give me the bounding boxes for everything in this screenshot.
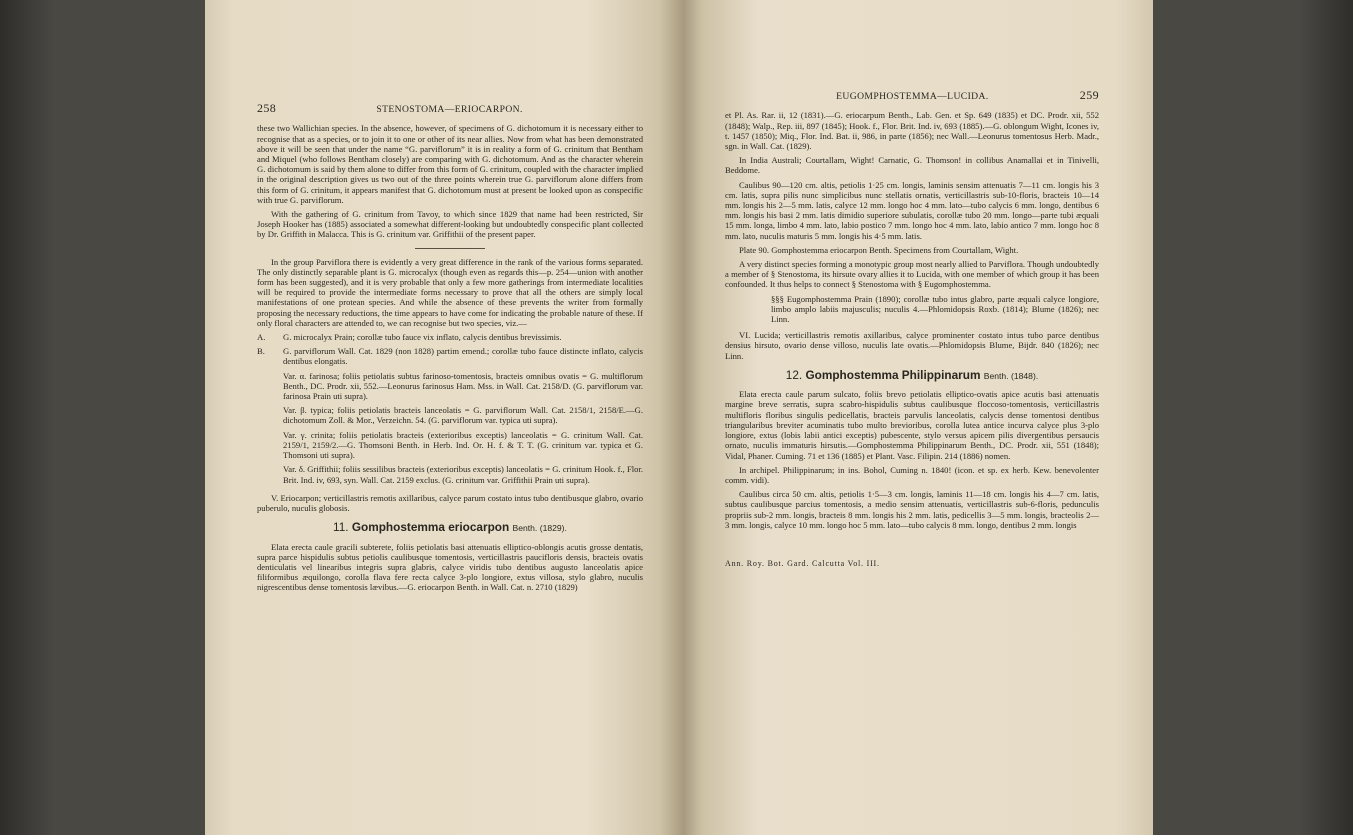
paragraph: these two Wallichian species. In the absence, however, of specimens of G. dichotomum it is necessary either to recognise that as a species, or to join it to one or other of its near allies. Now from what has been demonstrated above it will be seen that under the name “G. parviflorum” it is in reality a form of G. crinitum that Bentham and Miquel (who follows Bentham closely) are comparing with G. dichotomum. And as the character wherein G. dichotomum is said by them alone to differ from this form of G. crinitum, coupled with the character implied in the original description gives us two out of the three points wherein true G. parviflorum alone differs from this form of G. crinitum, it appears manifest that G. dichotomum must at present be looked upon as conspecific with true G. parviflorum. xyxy=(257,123,643,205)
species-name: Gomphostemma eriocarpon xyxy=(351,520,510,535)
species-authority: Benth. (1829). xyxy=(512,523,567,534)
species-authority: Benth. (1848). xyxy=(983,370,1039,381)
paragraph: In India Australi; Courtallam, Wight! Carnatic, G. Thomson! in collibus Anamallai et in Tinivelli, Beddome. xyxy=(725,155,1099,176)
paragraph: With the gathering of G. crinitum from Tavoy, to which since 1829 that name had been restricted, Sir Joseph Hooker has (1885) associated a somewhat different-looking but undoubtedly conspecific plant collected by Dr. Griffith in Malacca. This is G. crinitum var. Griffithii of the present paper. xyxy=(257,209,643,240)
species-heading xyxy=(257,522,643,533)
species-number: 12. xyxy=(785,367,803,382)
variety-entry: Var. δ. Griffithii; foliis sessilibus bracteis (exterioribus exceptis) lanceolatis = G. crinitum Hook. f., Flor. Brit. Ind. iv, 693, syn. Wall. Cat. 2159 exclus. (G. crinitum var. Griffithii Prain uti supra). xyxy=(283,464,643,485)
section-diagnosis: V. Eriocarpon; verticillastris remotis axillaribus, calyce parum costato intus tubo dentibusque glabro, ovario puberulo, nuculis globosis. xyxy=(257,492,643,513)
species-name: Gomphostemma Philippinarum xyxy=(805,367,981,382)
paragraph: Elata erecta caule gracili subterete, foliis petiolatis basi attenuatis elliptico-oblongis acutis grosse dentatis, supra parce hispidulis subtus petiolis caulibusque tomentosis, verticillastris paucifloris densis, bracteis ovatis denticulatis vel linearibus integris supra glabris, calyce viridis tubo dentibus augusto lanceolatis apice filiformibus æquilongo, corolla flava fere recta calyce 3-plo longiore, extus villosa, stylo glabro, nuculis nigrescentibus dense tomentosis lævibus.—G. eriocarpon Benth. in Wall. Cat. n. 2710 (1829) xyxy=(257,541,643,593)
key-text: G. parviflorum Wall. Cat. 1829 (non 1828) partim emend.; corollæ tubo fauce distincte inflato, calycis dentibus elongatis. xyxy=(283,346,643,367)
key-label: A. xyxy=(257,332,266,343)
paragraph: In the group Parviflora there is evidently a very great difference in the rank of the various forms separated. The only distinctly separable plant is G. microcalyx (though even as regards this—p. 254—union with another form has been suggested), and it is very probable that only a few more gatherings from intermediate localities will be required to provide the intermediate forms necessary to prove that all the others are simply local manifestations of one protean species. And while the absence of these prevents the writer from formally proposing the necessary reductions, the time appears to have come for indicating the probable nature of these. If only floral characters are attended to, we can recognise but two species, viz.— xyxy=(257,256,643,328)
key-label: B. xyxy=(257,346,265,357)
species-heading xyxy=(725,367,1099,382)
key-entry xyxy=(257,346,643,366)
page-number: 259 xyxy=(1079,88,1099,102)
paragraph: et Pl. As. Rar. ii, 12 (1831).—G. eriocarpum Benth., Lab. Gen. et Sp. 649 (1835) et DC. Prodr. xii, 552 (1848); Walp., Rep. iii, 897 (1845); Hook. f., Flor. Brit. Ind. iv, 693 (1885).—G. oblongum Wight, Icones iv, t. 1457 (1850); Miq., Flor. Ind. Bat. ii, 986, in parte (1856); nec Wall.—Leonurus tomentosus Herb. Madr., sgn. in Wall. Cat. (1829). xyxy=(725,110,1099,152)
section-diagnosis: §§§ Eugomphostemma Prain (1890); corollæ tubo intus glabro, parte æquali calyce longiore, limbo amplo labiis majusculis; nuculis 4.—Phlomidopsis Roxb. (1814); Blume (1826); nec Linn. xyxy=(771,293,1099,325)
section-diagnosis: VI. Lucida; verticillastris remotis axillaribus, calyce prominenter costato intus tubo parce dentibus densius hirsuto, ovario dense villoso, nuculis late ovatis.—Phlomidopsis Blume, Bijdr. 840 (1826); nec Linn. xyxy=(725,330,1099,361)
left-page xyxy=(205,0,683,835)
divider xyxy=(415,248,485,249)
paragraph: Caulibus circa 50 cm. altis, petiolis 1·5—3 cm. longis, laminis 11—18 cm. longis his 4—7 cm. latis, subtus caulibusque parcius tomentosis, a medio sensim attenuatis, verticillastris sub-6-floris, pedunculis propriis sub-2 mm. longis, bracteis 8 mm. longis his 2 mm. latis, pedicellis 3—5 mm. longis, bracteolis 2—3 mm. longis, calyce 10 mm. longo hoc 5 mm. lato—tubo calycis 8 mm. longo, dentibus 2 mm. longis xyxy=(725,489,1099,530)
running-head-left xyxy=(257,103,643,115)
variety-entry: Var. β. typica; foliis petiolatis bracteis lanceolatis = G. parviflorum Wall. Cat. 2158/1, 2158/E.—G. dichotomum Zoll. & Mor., Verzeichn. 54. (G. parviflorum var. typica uti supra). xyxy=(283,405,643,426)
paragraph: A very distinct species forming a monotypic group most nearly allied to Parviflora. Though undoubtedly a member of § Stenostoma, its hirsute ovary allies it to Lucida, with one member of which group it has been confounded. It thus helps to connect § Stenostoma with § Eugomphostemma. xyxy=(725,259,1099,290)
plate-caption: Plate 90. Gomphostemma eriocarpon Benth. Specimens from Courtallam, Wight. xyxy=(739,244,1019,255)
variety-entry: Var. γ. crinita; foliis petiolatis bracteis (exterioribus exceptis) lanceolatis = G. crinitum Wall. Cat. 2159/1, 2159/2.—G. Thomsoni Benth. in Herb. Ind. Or. H. f. & T. T. (G. crinitum var. typica et G. Thomsoni uti supra). xyxy=(283,429,643,461)
key-text: G. microcalyx Prain; corollæ tubo fauce vix inflato, calycis dentibus brevissimis. xyxy=(283,332,562,343)
variety-entry: Var. α. farinosa; foliis petiolatis subtus farinoso-tomentosis, bracteis omnibus ovatis = G. multiflorum Benth., DC. Prodr. xii, 552.—Leonurus farinosus Ham. Mss. in Wall. Cat. 2158/D. (G. parviflorum var. farinosa Prain uti supra). xyxy=(283,370,643,402)
running-title: STENOSTOMA—ERIOCARPON. xyxy=(376,104,523,115)
right-page xyxy=(683,0,1153,835)
species-number: 11. xyxy=(333,520,349,535)
running-title: EUGOMPHOSTEMMA—LUCIDA. xyxy=(836,91,989,102)
paragraph: In archipel. Philippinarum; in ins. Bohol, Cuming n. 1840! (icon. et sp. ex herb. Kew. benevolenter comm. vidi). xyxy=(725,464,1099,485)
page-number: 258 xyxy=(257,101,277,115)
paragraph: Caulibus 90—120 cm. altis, petiolis 1·25 cm. longis, laminis sensim attenuatis 7—11 cm. longis his 3 cm. latis, supra pilis nunc simplicibus nunc stellatis ornatis, verticillastris sub-10-floris, bracteis 10—14 mm. longis his 2—5 mm. latis, calyce 12 mm. longo hoc 4 mm. lato—tubo calycis 6 mm. longo, dentibus 6 mm. longis his basi 2 mm. latis dimidio superiore subulatis, corollæ tubo 20 mm. longo—parte tubi æquali 15 mm. longa, limbo 4 mm. lato, labio postico 7 mm. longo hoc 4 mm. lato, labio antico 7 mm. longo hoc 8 mm. lato, nuculis maturis 5 mm. longis his 4·5 mm. latis. xyxy=(725,179,1099,241)
paragraph: Elata erecta caule parum sulcato, foliis brevo petiolatis elliptico-ovatis apice acutis basi attenuatis margine breve serratis, supra scabro-hispidulis subtus caulibusque floccoso-tomentosis, verticillastris multifloris floribus singulis pedicellatis, bracteis parvulis lanceolatis, calycis dense tomentosi dentibus triangularibus breviter acuminatis tubo multo brevioribus, corolla lutea antice incurva calyce plus 3-plo longiore, extus (lobis labii antici exceptis) pubescente, stylo versus apicem pilis divergentibus persaucis ornato, nuculis immaturis hirsutis.—Gomphostemma Philippinarum Benth., DC. Prodr. xii, 551 (1848); Vidal, Phaner. Cuming. 71 et 136 (1885) et Plant. Vasc. Filipin. 214 (1886) nomen. xyxy=(725,389,1099,461)
running-head-right xyxy=(725,90,1099,102)
page-footer: Ann. Roy. Bot. Gard. Calcutta Vol. III. xyxy=(725,558,880,568)
key-entry xyxy=(257,332,643,342)
